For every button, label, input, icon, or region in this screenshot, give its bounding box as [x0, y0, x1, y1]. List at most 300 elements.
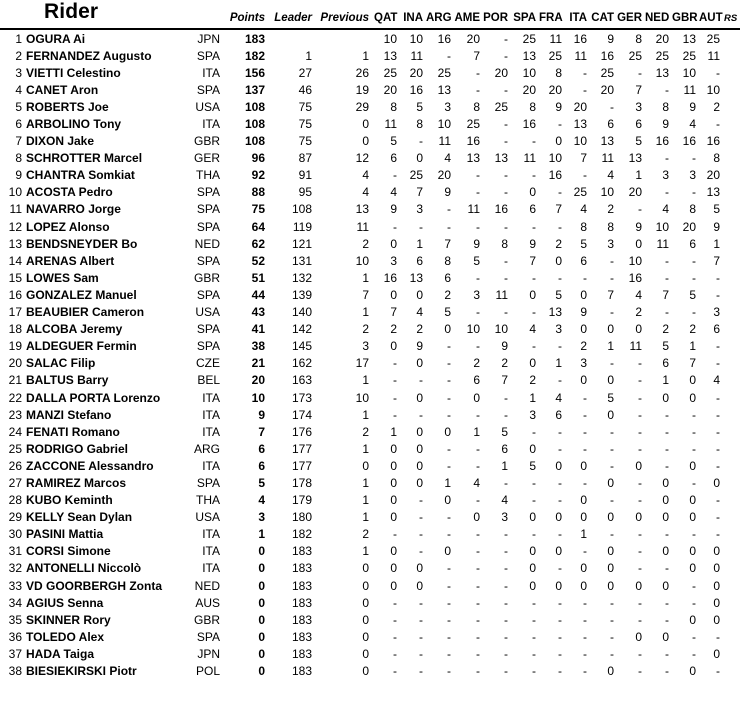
- cell-points: 92: [251, 168, 265, 183]
- table-row[interactable]: [0, 474, 740, 491]
- cell-race-fra: 25: [548, 48, 562, 63]
- table-row[interactable]: [0, 440, 740, 457]
- cell-pos: 29: [8, 510, 22, 525]
- cell-race-ger: -: [638, 356, 642, 371]
- cell-race-rsm-partial: [723, 47, 740, 64]
- cell-race-arg: 9: [444, 185, 451, 200]
- cell-race-arg: -: [447, 202, 451, 217]
- cell-previous: 0: [362, 629, 369, 644]
- cell-pos: 27: [8, 475, 22, 490]
- cell-race-ned: -: [665, 82, 669, 97]
- table-row[interactable]: [0, 355, 740, 372]
- cell-name[interactable]: ZACCONE Alessandro: [26, 458, 154, 473]
- cell-previous: 0: [362, 646, 369, 661]
- cell-race-ame: -: [476, 561, 480, 576]
- cell-race-qat: 6: [390, 151, 397, 166]
- cell-pos: 17: [8, 305, 22, 320]
- table-row[interactable]: [0, 611, 740, 628]
- cell-race-spa: -: [532, 595, 536, 610]
- table-row[interactable]: [0, 509, 740, 526]
- table-row[interactable]: [0, 64, 740, 81]
- table-row[interactable]: [0, 235, 740, 252]
- cell-race-ita: 13: [573, 117, 587, 132]
- cell-race-rsm-partial: [723, 235, 740, 252]
- cell-name[interactable]: PASINI Mattia: [26, 527, 104, 542]
- cell-race-gbr: -: [692, 185, 696, 200]
- cell-race-ina: 20: [409, 65, 423, 80]
- cell-points: 10: [251, 390, 265, 405]
- table-row[interactable]: [0, 577, 740, 594]
- cell-race-arg: 6: [444, 270, 451, 285]
- cell-race-fra: -: [558, 646, 562, 661]
- cell-race-spa: -: [532, 424, 536, 439]
- cell-leader: 173: [291, 390, 312, 405]
- cell-race-spa: -: [532, 664, 536, 679]
- cell-points: 108: [244, 134, 265, 149]
- cell-nation: ARG: [193, 441, 220, 456]
- cell-race-ger: 10: [628, 253, 642, 268]
- cell-race-ina: 0: [416, 458, 423, 473]
- cell-race-ger: 20: [628, 185, 642, 200]
- cell-race-ger: -: [638, 441, 642, 456]
- table-row[interactable]: [0, 184, 740, 201]
- cell-leader: 183: [291, 595, 312, 610]
- cell-leader: 131: [291, 253, 312, 268]
- cell-leader: 140: [291, 305, 312, 320]
- cell-name[interactable]: CORSI Simone: [26, 544, 111, 559]
- cell-race-ina: -: [419, 510, 423, 525]
- cell-race-cat: 0: [607, 407, 614, 422]
- cell-leader: 1: [305, 48, 312, 63]
- cell-race-cat: 25: [600, 65, 614, 80]
- cell-nation: SPA: [196, 82, 220, 97]
- cell-pos: 20: [8, 356, 22, 371]
- table-row[interactable]: [0, 628, 740, 645]
- cell-race-aut: 0: [713, 544, 720, 559]
- cell-pos: 2: [15, 48, 22, 63]
- cell-race-fra: 9: [555, 99, 562, 114]
- cell-race-fra: 16: [548, 168, 562, 183]
- cell-race-spa: -: [532, 219, 536, 234]
- cell-race-ame: -: [476, 185, 480, 200]
- cell-race-rsm-partial: [723, 133, 740, 150]
- cell-race-ger: 0: [635, 578, 642, 593]
- cell-race-arg: 16: [437, 31, 451, 46]
- table-row[interactable]: [0, 201, 740, 218]
- cell-name[interactable]: KELLY Sean Dylan: [26, 510, 133, 525]
- cell-race-ned: 11: [656, 236, 669, 251]
- cell-name[interactable]: VIETTI Celestino: [26, 65, 121, 80]
- cell-race-aut: -: [716, 270, 720, 285]
- cell-race-gbr: -: [692, 578, 696, 593]
- cell-name[interactable]: ROBERTS Joe: [26, 99, 109, 114]
- cell-name[interactable]: BENDSNEYDER Bo: [26, 236, 138, 251]
- cell-race-ned: 10: [655, 219, 669, 234]
- cell-name[interactable]: DIXON Jake: [26, 134, 95, 149]
- cell-race-fra: -: [558, 270, 562, 285]
- cell-race-aut: -: [716, 117, 720, 132]
- cell-name[interactable]: TOLEDO Alex: [26, 629, 105, 644]
- cell-name[interactable]: BIESIEKIRSKI Piotr: [26, 664, 137, 679]
- cell-race-ned: -: [665, 253, 669, 268]
- cell-race-por: 20: [494, 65, 508, 80]
- cell-race-rsm-partial: [723, 423, 740, 440]
- cell-race-ger: -: [638, 664, 642, 679]
- table-row[interactable]: [0, 167, 740, 184]
- table-row[interactable]: [0, 457, 740, 474]
- cell-name[interactable]: SALAC Filip: [26, 356, 96, 371]
- column-header-race-gbr: GBR: [672, 0, 699, 29]
- table-row[interactable]: [0, 252, 740, 269]
- cell-race-ita: 9: [580, 305, 587, 320]
- cell-race-fra: 3: [555, 322, 562, 337]
- cell-name[interactable]: ARENAS Albert: [26, 253, 115, 268]
- cell-race-ned: -: [665, 441, 669, 456]
- table-row[interactable]: [0, 150, 740, 167]
- table-row[interactable]: [0, 338, 740, 355]
- cell-race-fra: 0: [555, 510, 562, 525]
- cell-race-ger: 7: [635, 82, 642, 97]
- cell-race-gbr: 4: [689, 117, 696, 132]
- cell-name[interactable]: SCHROTTER Marcel: [26, 151, 143, 166]
- cell-race-ame: -: [476, 407, 480, 422]
- cell-race-ned: -: [665, 612, 669, 627]
- cell-race-ger: -: [638, 612, 642, 627]
- cell-race-qat: -: [393, 646, 397, 661]
- cell-nation: AUS: [195, 595, 220, 610]
- cell-race-qat: -: [393, 219, 397, 234]
- cell-nation: SPA: [196, 185, 220, 200]
- cell-name[interactable]: MANZI Stefano: [26, 407, 112, 422]
- cell-race-spa: 0: [529, 578, 536, 593]
- cell-race-ita: 1: [580, 527, 587, 542]
- cell-race-arg: -: [447, 373, 451, 388]
- cell-race-ita: -: [583, 441, 587, 456]
- cell-pos: 16: [8, 287, 22, 302]
- cell-name[interactable]: VD GOORBERGH Zonta: [26, 578, 163, 593]
- cell-race-qat: 0: [390, 339, 397, 354]
- cell-name[interactable]: NAVARRO Jorge: [26, 202, 121, 217]
- cell-race-qat: 9: [390, 202, 397, 217]
- column-header-race-cat: CAT: [590, 0, 617, 29]
- table-row[interactable]: [0, 286, 740, 303]
- cell-race-spa: -: [532, 646, 536, 661]
- cell-race-ame: 3: [473, 287, 480, 302]
- cell-race-por: -: [504, 407, 508, 422]
- cell-race-ita: -: [583, 65, 587, 80]
- table-row[interactable]: [0, 98, 740, 115]
- cell-nation: SPA: [196, 629, 220, 644]
- cell-race-gbr: 0: [689, 544, 696, 559]
- cell-race-gbr: 13: [682, 31, 696, 46]
- cell-name[interactable]: OGURA Ai: [26, 31, 86, 46]
- table-row[interactable]: [0, 389, 740, 406]
- cell-race-cat: 0: [607, 544, 614, 559]
- cell-name[interactable]: RAMIREZ Marcos: [26, 475, 127, 490]
- cell-race-ned: -: [665, 407, 669, 422]
- cell-leader: 145: [291, 339, 312, 354]
- cell-points: 183: [244, 31, 265, 46]
- cell-race-ita: 5: [580, 236, 587, 251]
- table-row[interactable]: [0, 645, 740, 662]
- cell-race-ned: 16: [655, 134, 669, 149]
- cell-race-fra: -: [558, 475, 562, 490]
- cell-name[interactable]: ANTONELLI Niccolò: [26, 561, 142, 576]
- cell-race-qat: 0: [390, 475, 397, 490]
- cell-race-rsm-partial: [723, 269, 740, 286]
- cell-name[interactable]: CHANTRA Somkiat: [26, 168, 135, 183]
- cell-race-arg: 4: [444, 151, 451, 166]
- cell-race-ame: -: [476, 578, 480, 593]
- cell-points: 0: [258, 561, 265, 576]
- cell-race-ame: 8: [473, 99, 480, 114]
- column-header-race-qat: QAT: [374, 0, 400, 29]
- cell-previous: 1: [362, 493, 369, 508]
- cell-previous: 4: [362, 185, 369, 200]
- cell-race-ita: -: [583, 424, 587, 439]
- cell-race-cat: 0: [607, 578, 614, 593]
- cell-race-spa: 5: [529, 458, 536, 473]
- cell-race-ned: 25: [655, 48, 669, 63]
- cell-race-ita: 10: [573, 134, 587, 149]
- cell-race-spa: -: [532, 305, 536, 320]
- cell-leader: 182: [291, 527, 312, 542]
- cell-name[interactable]: LOWES Sam: [26, 270, 99, 285]
- cell-race-rsm-partial: [723, 594, 740, 611]
- cell-race-ina: 5: [416, 99, 423, 114]
- cell-nation: NED: [194, 236, 220, 251]
- cell-race-ame: -: [476, 646, 480, 661]
- cell-nation: THA: [196, 493, 220, 508]
- cell-points: 43: [251, 305, 265, 320]
- cell-race-cat: -: [610, 99, 614, 114]
- table-row[interactable]: [0, 133, 740, 150]
- cell-race-ned: 0: [662, 390, 669, 405]
- cell-pos: 24: [8, 424, 22, 439]
- cell-race-ger: -: [638, 646, 642, 661]
- column-header-position: [0, 0, 26, 29]
- cell-points: 38: [251, 339, 265, 354]
- cell-race-por: 3: [501, 510, 508, 525]
- cell-name[interactable]: ARBOLINO Tony: [26, 117, 122, 132]
- table-row[interactable]: [0, 321, 740, 338]
- cell-race-ita: 16: [573, 31, 587, 46]
- table-row[interactable]: [0, 47, 740, 64]
- cell-leader: 46: [298, 82, 312, 97]
- cell-race-por: -: [504, 629, 508, 644]
- cell-name[interactable]: ALDEGUER Fermin: [26, 339, 137, 354]
- cell-name[interactable]: HADA Taiga: [26, 646, 95, 661]
- cell-nation: ITA: [202, 407, 220, 422]
- table-row[interactable]: [0, 662, 740, 679]
- cell-nation: ITA: [202, 527, 220, 542]
- cell-race-spa: 1: [529, 390, 536, 405]
- column-header-race-ina: INA: [400, 0, 426, 29]
- cell-pos: 23: [8, 407, 22, 422]
- cell-race-qat: 20: [383, 82, 397, 97]
- cell-race-qat: 0: [390, 458, 397, 473]
- cell-points: 52: [251, 253, 265, 268]
- cell-leader: 177: [291, 441, 312, 456]
- cell-race-ger: -: [638, 373, 642, 388]
- cell-name[interactable]: AGIUS Senna: [26, 595, 104, 610]
- cell-race-ned: -: [665, 185, 669, 200]
- cell-race-gbr: 6: [689, 236, 696, 251]
- table-row[interactable]: [0, 115, 740, 132]
- cell-race-rsm-partial: [723, 115, 740, 132]
- cell-race-por: -: [504, 544, 508, 559]
- table-row[interactable]: [0, 560, 740, 577]
- cell-previous: 0: [362, 117, 369, 132]
- table-row[interactable]: [0, 526, 740, 543]
- cell-race-arg: 2: [444, 287, 451, 302]
- cell-race-ita: 0: [580, 458, 587, 473]
- cell-name[interactable]: ACOSTA Pedro: [26, 185, 113, 200]
- cell-pos: 8: [15, 151, 22, 166]
- cell-name[interactable]: BEAUBIER Cameron: [26, 305, 145, 320]
- cell-leader: 139: [291, 287, 312, 302]
- cell-previous: 11: [356, 219, 369, 234]
- cell-race-rsm-partial: [723, 474, 740, 491]
- cell-race-por: -: [504, 578, 508, 593]
- cell-previous: 13: [355, 202, 369, 217]
- table-row[interactable]: [0, 543, 740, 560]
- cell-race-arg: -: [447, 510, 451, 525]
- cell-nation: GBR: [193, 612, 220, 627]
- cell-race-por: -: [504, 185, 508, 200]
- cell-race-por: -: [504, 595, 508, 610]
- table-row[interactable]: [0, 492, 740, 509]
- cell-leader: 183: [291, 629, 312, 644]
- cell-race-qat: 13: [383, 48, 397, 63]
- cell-race-arg: -: [447, 48, 451, 63]
- cell-previous: [317, 29, 374, 47]
- cell-race-ned: -: [665, 424, 669, 439]
- cell-race-ame: 10: [466, 322, 480, 337]
- cell-race-ame: 0: [473, 510, 480, 525]
- cell-nation: ITA: [202, 65, 220, 80]
- cell-race-aut: 20: [706, 168, 720, 183]
- cell-name[interactable]: BALTUS Barry: [26, 373, 109, 388]
- cell-previous: 0: [362, 612, 369, 627]
- cell-race-ame: 11: [467, 202, 480, 217]
- cell-race-ned: -: [665, 458, 669, 473]
- cell-race-gbr: -: [692, 151, 696, 166]
- table-row[interactable]: [0, 406, 740, 423]
- table-row[interactable]: [0, 594, 740, 611]
- cell-nation: GER: [193, 151, 220, 166]
- cell-points: 20: [251, 373, 265, 388]
- cell-race-fra: 7: [555, 202, 562, 217]
- cell-race-aut: -: [716, 510, 720, 525]
- cell-race-gbr: -: [692, 475, 696, 490]
- cell-pos: 34: [8, 595, 22, 610]
- cell-race-cat: 0: [607, 664, 614, 679]
- cell-race-arg: -: [447, 441, 451, 456]
- cell-race-rsm-partial: [723, 440, 740, 457]
- cell-name[interactable]: KUBO Keminth: [26, 493, 113, 508]
- table-row[interactable]: [0, 81, 740, 98]
- cell-race-ina: 2: [416, 322, 423, 337]
- cell-race-arg: 7: [444, 236, 451, 251]
- column-header-race-rsm-partial: RS: [723, 0, 740, 29]
- column-header-points: Points: [226, 0, 270, 29]
- table-row[interactable]: [0, 29, 740, 47]
- table-row[interactable]: [0, 269, 740, 286]
- cell-race-ita: -: [583, 168, 587, 183]
- cell-race-por: 25: [494, 99, 508, 114]
- cell-leader: 87: [298, 151, 312, 166]
- cell-race-gbr: -: [692, 407, 696, 422]
- cell-name[interactable]: DALLA PORTA Lorenzo: [26, 390, 161, 405]
- cell-race-qat: 0: [390, 441, 397, 456]
- cell-points: 108: [244, 117, 265, 132]
- cell-nation: USA: [195, 99, 220, 114]
- cell-race-qat: 8: [390, 99, 397, 114]
- cell-race-fra: -: [558, 493, 562, 508]
- cell-race-aut: 0: [713, 475, 720, 490]
- cell-race-ger: 4: [635, 287, 642, 302]
- cell-race-ame: -: [476, 270, 480, 285]
- table-row[interactable]: [0, 423, 740, 440]
- cell-nation: SPA: [196, 202, 220, 217]
- cell-race-ita: 0: [580, 493, 587, 508]
- cell-race-por: 8: [501, 236, 508, 251]
- cell-race-por: -: [504, 134, 508, 149]
- cell-name[interactable]: RODRIGO Gabriel: [26, 441, 129, 456]
- cell-race-por: -: [504, 390, 508, 405]
- cell-points: 21: [251, 356, 265, 371]
- cell-race-gbr: 0: [689, 510, 696, 525]
- cell-points: 88: [251, 185, 265, 200]
- cell-nation: SPA: [196, 48, 220, 63]
- cell-points: 96: [251, 151, 265, 166]
- cell-race-por: 2: [501, 356, 508, 371]
- cell-race-ita: -: [583, 270, 587, 285]
- cell-race-aut: 16: [706, 134, 720, 149]
- cell-race-por: -: [504, 305, 508, 320]
- table-row[interactable]: [0, 372, 740, 389]
- cell-race-spa: 4: [529, 322, 536, 337]
- cell-race-ina: -: [419, 544, 423, 559]
- cell-leader: 177: [291, 458, 312, 473]
- cell-name[interactable]: CANET Aron: [26, 82, 99, 97]
- cell-race-arg: -: [447, 356, 451, 371]
- cell-race-por: -: [504, 664, 508, 679]
- table-row[interactable]: [0, 218, 740, 235]
- cell-race-ame: 5: [473, 253, 480, 268]
- cell-name[interactable]: FENATI Romano: [26, 424, 120, 439]
- cell-name[interactable]: ALCOBA Jeremy: [26, 322, 123, 337]
- cell-race-ina: -: [419, 629, 423, 644]
- cell-name[interactable]: FERNANDEZ Augusto: [26, 48, 152, 63]
- cell-race-aut: 25: [706, 31, 720, 46]
- table-row[interactable]: [0, 304, 740, 321]
- cell-name[interactable]: GONZALEZ Manuel: [26, 287, 137, 302]
- cell-points: 4: [258, 493, 265, 508]
- cell-name[interactable]: LOPEZ Alonso: [26, 219, 110, 234]
- cell-race-ina: -: [419, 664, 423, 679]
- cell-race-qat: 5: [390, 134, 397, 149]
- cell-race-ina: -: [419, 219, 423, 234]
- cell-name[interactable]: SKINNER Rory: [26, 612, 111, 627]
- cell-race-ger: -: [638, 493, 642, 508]
- cell-race-arg: 13: [437, 82, 451, 97]
- cell-race-rsm-partial: [723, 184, 740, 201]
- cell-previous: 1: [362, 407, 369, 422]
- cell-previous: 1: [362, 441, 369, 456]
- cell-race-qat: 11: [384, 117, 397, 132]
